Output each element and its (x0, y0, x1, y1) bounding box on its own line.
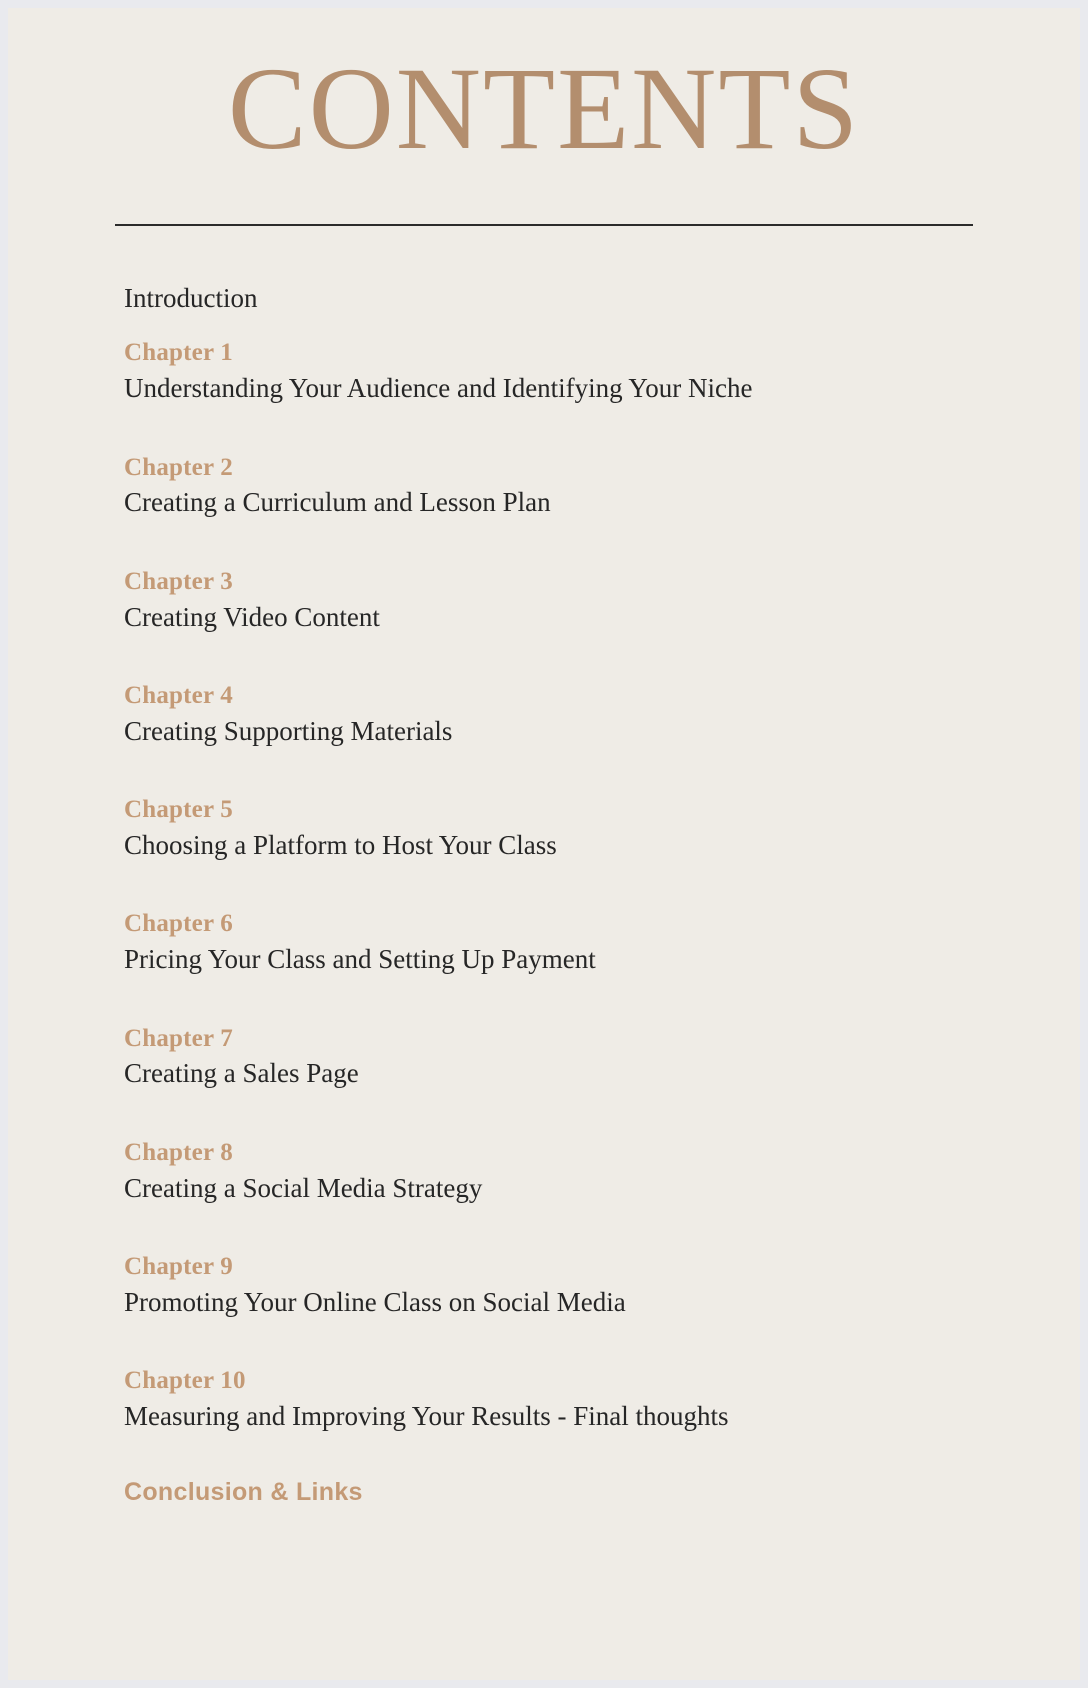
chapter-title: Creating a Social Media Strategy (124, 1172, 483, 1203)
chapter-title: Promoting Your Online Class on Social Media (124, 1286, 626, 1317)
list-item[interactable] (124, 1022, 982, 1092)
chapter-label: Chapter 9 (124, 1252, 233, 1280)
list-item[interactable] (124, 907, 982, 977)
chapter-title: Creating Supporting Materials (124, 715, 453, 746)
contents-page (8, 8, 1080, 1680)
chapter-label: Chapter 1 (124, 339, 233, 367)
introduction-label: Introduction (124, 283, 258, 313)
chapter-label: Chapter 2 (124, 453, 233, 481)
title-divider (115, 224, 973, 226)
list-item[interactable] (124, 336, 982, 406)
list-item[interactable] (124, 565, 982, 635)
chapter-title: Understanding Your Audience and Identifying Your Niche (124, 373, 753, 404)
list-item[interactable] (124, 451, 982, 521)
contents-list (124, 280, 982, 1507)
list-item[interactable] (124, 1136, 982, 1206)
chapter-title: Creating Video Content (124, 601, 380, 632)
chapter-label: Chapter 7 (124, 1024, 233, 1052)
list-item[interactable] (124, 1250, 982, 1320)
chapter-label: Chapter 8 (124, 1138, 233, 1166)
conclusion-label: Conclusion & Links (124, 1478, 363, 1507)
list-item[interactable] (124, 1364, 982, 1434)
list-item[interactable] (124, 679, 982, 749)
chapter-title: Pricing Your Class and Setting Up Payment (124, 944, 596, 975)
chapter-title: Creating a Curriculum and Lesson Plan (124, 487, 551, 518)
chapter-title: Choosing a Platform to Host Your Class (124, 829, 557, 860)
chapter-label: Chapter 5 (124, 796, 233, 824)
chapter-label: Chapter 3 (124, 567, 233, 595)
chapter-label: Chapter 6 (124, 910, 233, 938)
page-title: CONTENTS (227, 43, 861, 174)
list-item-conclusion[interactable] (124, 1478, 982, 1507)
chapter-title: Creating a Sales Page (124, 1058, 359, 1089)
chapter-label: Chapter 4 (124, 682, 233, 709)
chapter-title: Measuring and Improving Your Results - Final thoughts (124, 1400, 729, 1431)
chapter-label: Chapter 10 (124, 1367, 246, 1395)
list-item[interactable] (124, 793, 982, 863)
list-item-introduction[interactable] (124, 280, 982, 316)
